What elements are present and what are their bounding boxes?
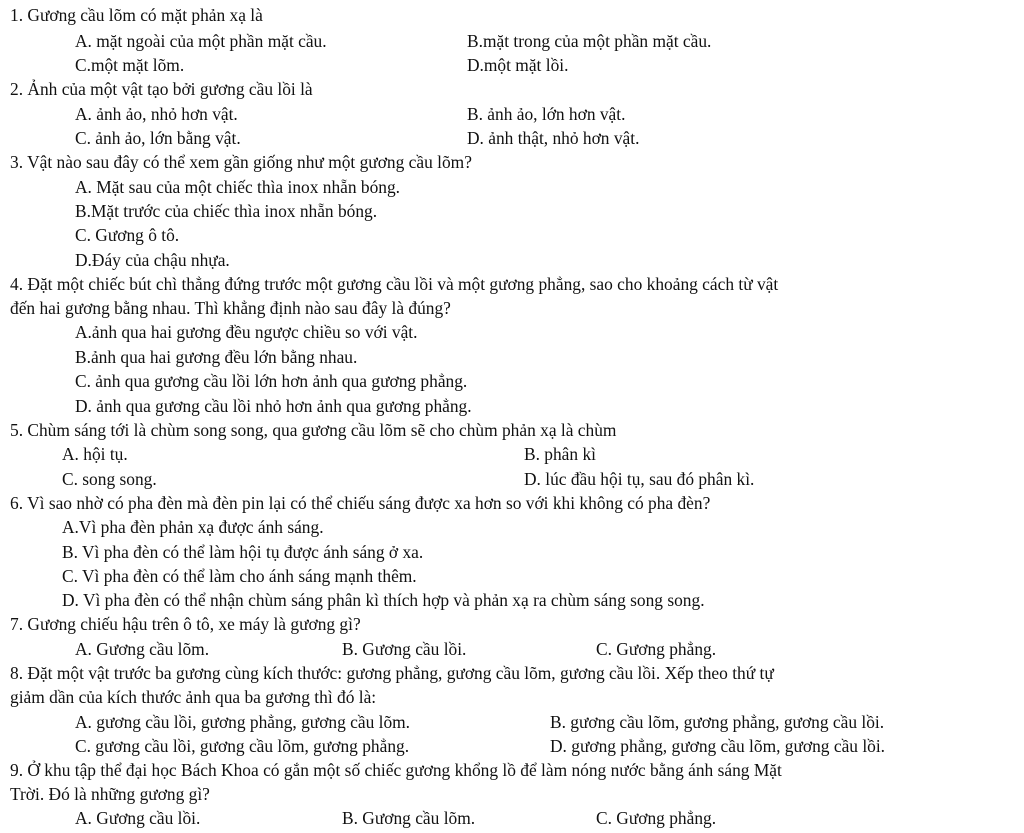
question-9-option-a: A. Gương cầu lồi. xyxy=(75,808,201,828)
question-2-stem: 2. Ảnh của một vật tạo bởi gương cầu lồi là xyxy=(10,79,313,99)
question-9-option-c: C. Gương phẳng. xyxy=(596,808,717,828)
question-8-option-a: A. gương cầu lồi, gương phẳng, gương cầu lõm. xyxy=(75,712,411,732)
question-8-stem: 8. Đặt một vật trước ba gương cùng kích thước: gương phẳng, gương cầu lõm, gương cầu lồi. Xếp theo thứ tự xyxy=(10,663,774,683)
question-8-option-d: D. gương phẳng, gương cầu lõm, gương cầu lồi. xyxy=(550,736,886,756)
question-2-option-c: C. ảnh ảo, lớn bằng vật. xyxy=(75,128,241,148)
question-5-option-c: C. song song. xyxy=(62,469,157,489)
question-7-option-b: B. Gương cầu lồi. xyxy=(342,639,467,659)
question-6-option-d: D. Vì pha đèn có thể nhận chùm sáng phân kì thích hợp và phản xạ ra chùm sáng song song. xyxy=(62,590,705,610)
question-6-option-c: C. Vì pha đèn có thể làm cho ánh sáng mạnh thêm. xyxy=(62,566,417,586)
question-9-stem: 9. Ở khu tập thể đại học Bách Khoa có gắn một số chiếc gương khổng lồ để làm nóng nước bằng ánh sáng Mặt xyxy=(10,760,782,780)
question-1-option-c: C.một mặt lõm. xyxy=(75,55,185,75)
question-4-stem-line-2: đến hai gương bằng nhau. Thì khẳng định nào sau đây là đúng? xyxy=(10,298,451,318)
question-5-option-a: A. hội tụ. xyxy=(62,444,128,464)
question-2-option-d: D. ảnh thật, nhỏ hơn vật. xyxy=(467,128,640,148)
question-3-option-b: B.Mặt trước của chiếc thìa inox nhẵn bóng. xyxy=(75,201,378,221)
question-7-stem: 7. Gương chiếu hậu trên ô tô, xe máy là gương gì? xyxy=(10,614,361,634)
question-5-option-b: B. phân kì xyxy=(524,444,596,464)
question-2-option-b: B. ảnh ảo, lớn hơn vật. xyxy=(467,104,626,124)
question-4-option-c: C. ảnh qua gương cầu lồi lớn hơn ảnh qua gương phẳng. xyxy=(75,371,468,391)
question-3-stem: 3. Vật nào sau đây có thể xem gần giống như một gương cầu lõm? xyxy=(10,152,472,172)
question-1-option-a: A. mặt ngoài của một phần mặt cầu. xyxy=(75,31,327,51)
question-6-option-b: B. Vì pha đèn có thể làm hội tụ được ánh sáng ở xa. xyxy=(62,542,424,562)
question-1-option-b: B.mặt trong của một phần mặt cầu. xyxy=(467,31,712,51)
question-4-stem: 4. Đặt một chiếc bút chì thẳng đứng trước một gương cầu lồi và một gương phẳng, sao cho khoảng cách từ vật xyxy=(10,274,779,294)
question-3-option-c: C. Gương ô tô. xyxy=(75,225,180,245)
question-3-option-d: D.Đáy của chậu nhựa. xyxy=(75,250,230,270)
question-7-option-a: A. Gương cầu lõm. xyxy=(75,639,210,659)
question-7-option-c: C. Gương phẳng. xyxy=(596,639,717,659)
question-5-option-d: D. lúc đầu hội tụ, sau đó phân kì. xyxy=(524,469,755,489)
question-2-option-a: A. ảnh ảo, nhỏ hơn vật. xyxy=(75,104,238,124)
question-9-stem-line-2: Trời. Đó là những gương gì? xyxy=(10,784,210,804)
question-3-option-a: A. Mặt sau của một chiếc thìa inox nhẵn bóng. xyxy=(75,177,401,197)
question-9-option-b: B. Gương cầu lõm. xyxy=(342,808,476,828)
question-5-stem: 5. Chùm sáng tới là chùm song song, qua gương cầu lõm sẽ cho chùm phản xạ là chùm xyxy=(10,420,617,440)
question-8-stem-line-2: giảm dần của kích thước ảnh qua ba gương thì đó là: xyxy=(10,687,377,707)
question-8-option-c: C. gương cầu lồi, gương cầu lõm, gương phẳng. xyxy=(75,736,410,756)
question-8-option-b: B. gương cầu lõm, gương phẳng, gương cầu lồi. xyxy=(550,712,885,732)
question-4-option-a: A.ảnh qua hai gương đều ngược chiều so với vật. xyxy=(75,322,418,342)
question-1-option-d: D.một mặt lồi. xyxy=(467,55,569,75)
question-4-option-b: B.ảnh qua hai gương đều lớn bằng nhau. xyxy=(75,347,358,367)
question-4-option-d: D. ảnh qua gương cầu lồi nhỏ hơn ảnh qua gương phẳng. xyxy=(75,396,472,416)
question-1-stem: 1. Gương cầu lõm có mặt phản xạ là xyxy=(10,5,263,25)
question-6-stem: 6. Vì sao nhờ có pha đèn mà đèn pin lại có thể chiếu sáng được xa hơn so với khi không có pha đèn? xyxy=(10,493,711,513)
question-6-option-a: A.Vì pha đèn phản xạ được ánh sáng. xyxy=(62,517,324,537)
